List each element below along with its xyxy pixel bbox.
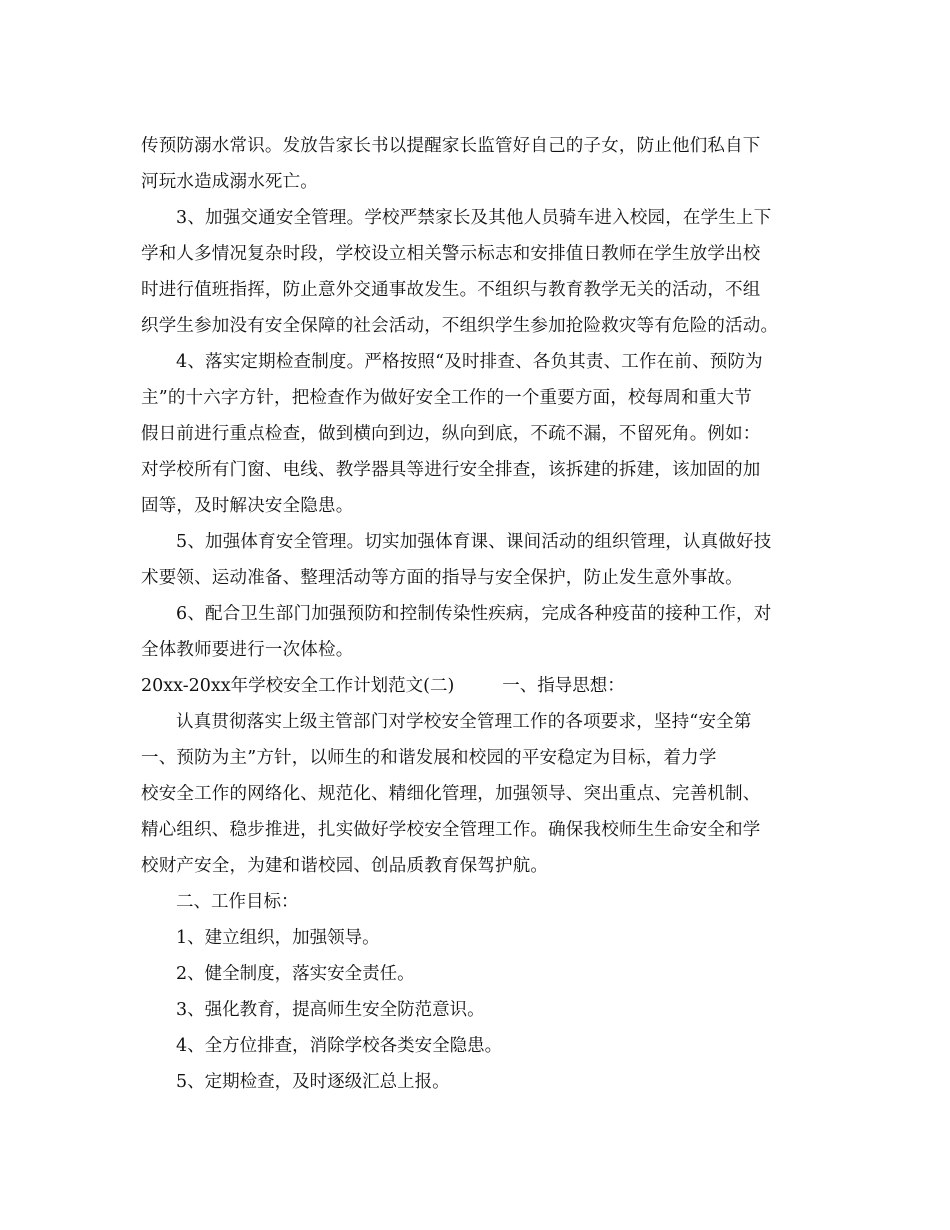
text-line: 校财产安全，为建和谐校园、创品质教育保驾护航。 <box>141 856 549 876</box>
text-line: 对学校所有门窗、电线、教学器具等进行安全排查，该拆建的拆建，该加固的加 <box>141 460 761 480</box>
text-line: 6、配合卫生部门加强预防和控制传染性疾病，完成各种疫苗的接种工作，对 <box>176 604 772 624</box>
text-line: 3、加强交通安全管理。学校严禁家长及其他人员骑车进入校园，在学生上下 <box>176 208 772 228</box>
text-line: 全体教师要进行一次体检。 <box>141 640 354 660</box>
paragraph-guiding-thought <box>141 704 813 884</box>
text-line: 一、预防为主”方针，以师生的和谐发展和校园的平安稳定为目标，着力学 <box>141 748 717 768</box>
paragraph-continuation <box>141 128 813 200</box>
paragraph-health-cooperation <box>141 596 813 668</box>
goal-item: 3、强化教育，提高师生安全防范意识。 <box>176 1000 485 1020</box>
text-line: 学和人多情况复杂时段，学校设立相关警示标志和安排值日教师在学生放学出校 <box>141 244 761 264</box>
text-line: 主”的十六字方针，把检查作为做好安全工作的一个重要方面，校每周和重大节 <box>141 388 752 408</box>
goal-item: 4、全方位排查，消除学校各类安全隐患。 <box>176 1036 503 1056</box>
paragraph-sports-safety <box>141 524 813 596</box>
goal-item: 2、健全制度，落实安全责任。 <box>176 964 415 984</box>
section-heading-goals: 二、工作目标： <box>176 892 299 912</box>
text-line: 4、落实定期检查制度。严格按照“及时排查、各负其责、工作在前、预防为 <box>176 352 763 372</box>
text-line: 校安全工作的网络化、规范化、精细化管理，加强领导、突出重点、完善机制、 <box>141 784 761 804</box>
section-title-line <box>141 668 813 704</box>
text-line: 术要领、运动准备、整理活动等方面的指导与安全保护，防止发生意外事故。 <box>141 568 743 588</box>
text-line: 时进行值班指挥，防止意外交通事故发生。不组织与教育教学无关的活动，不组 <box>141 280 761 300</box>
goal-item: 5、定期检查，及时逐级汇总上报。 <box>176 1072 450 1092</box>
section-title: 20xx-20xx年学校安全工作计划范文(二) <box>141 676 455 696</box>
document-body <box>141 128 813 1100</box>
text-line: 织学生参加没有安全保障的社会活动，不组织学生参加抢险救灾等有危险的活动。 <box>141 316 779 336</box>
text-line: 认真贯彻落实上级主管部门对学校安全管理工作的各项要求，坚持“安全第 <box>176 712 752 732</box>
section-heading-guiding: 一、指导思想： <box>502 676 625 696</box>
text-line: 精心组织、稳步推进，扎实做好学校安全管理工作。确保我校师生生命安全和学 <box>141 820 761 840</box>
text-line: 5、加强体育安全管理。切实加强体育课、课间活动的组织管理，认真做好技 <box>176 532 772 552</box>
paragraph-inspection-system <box>141 344 813 524</box>
text-line: 河玩水造成溺水死亡。 <box>141 172 318 192</box>
text-line: 假日前进行重点检查，做到横向到边，纵向到底，不疏不漏，不留死角。例如： <box>141 424 761 444</box>
text-line: 传预防溺水常识。发放告家长书以提醒家长监管好自己的子女，防止他们私自下 <box>141 136 761 156</box>
goal-item: 1、建立组织，加强领导。 <box>176 928 380 948</box>
text-line: 固等，及时解决安全隐患。 <box>141 496 354 516</box>
paragraph-traffic-safety <box>141 200 813 344</box>
